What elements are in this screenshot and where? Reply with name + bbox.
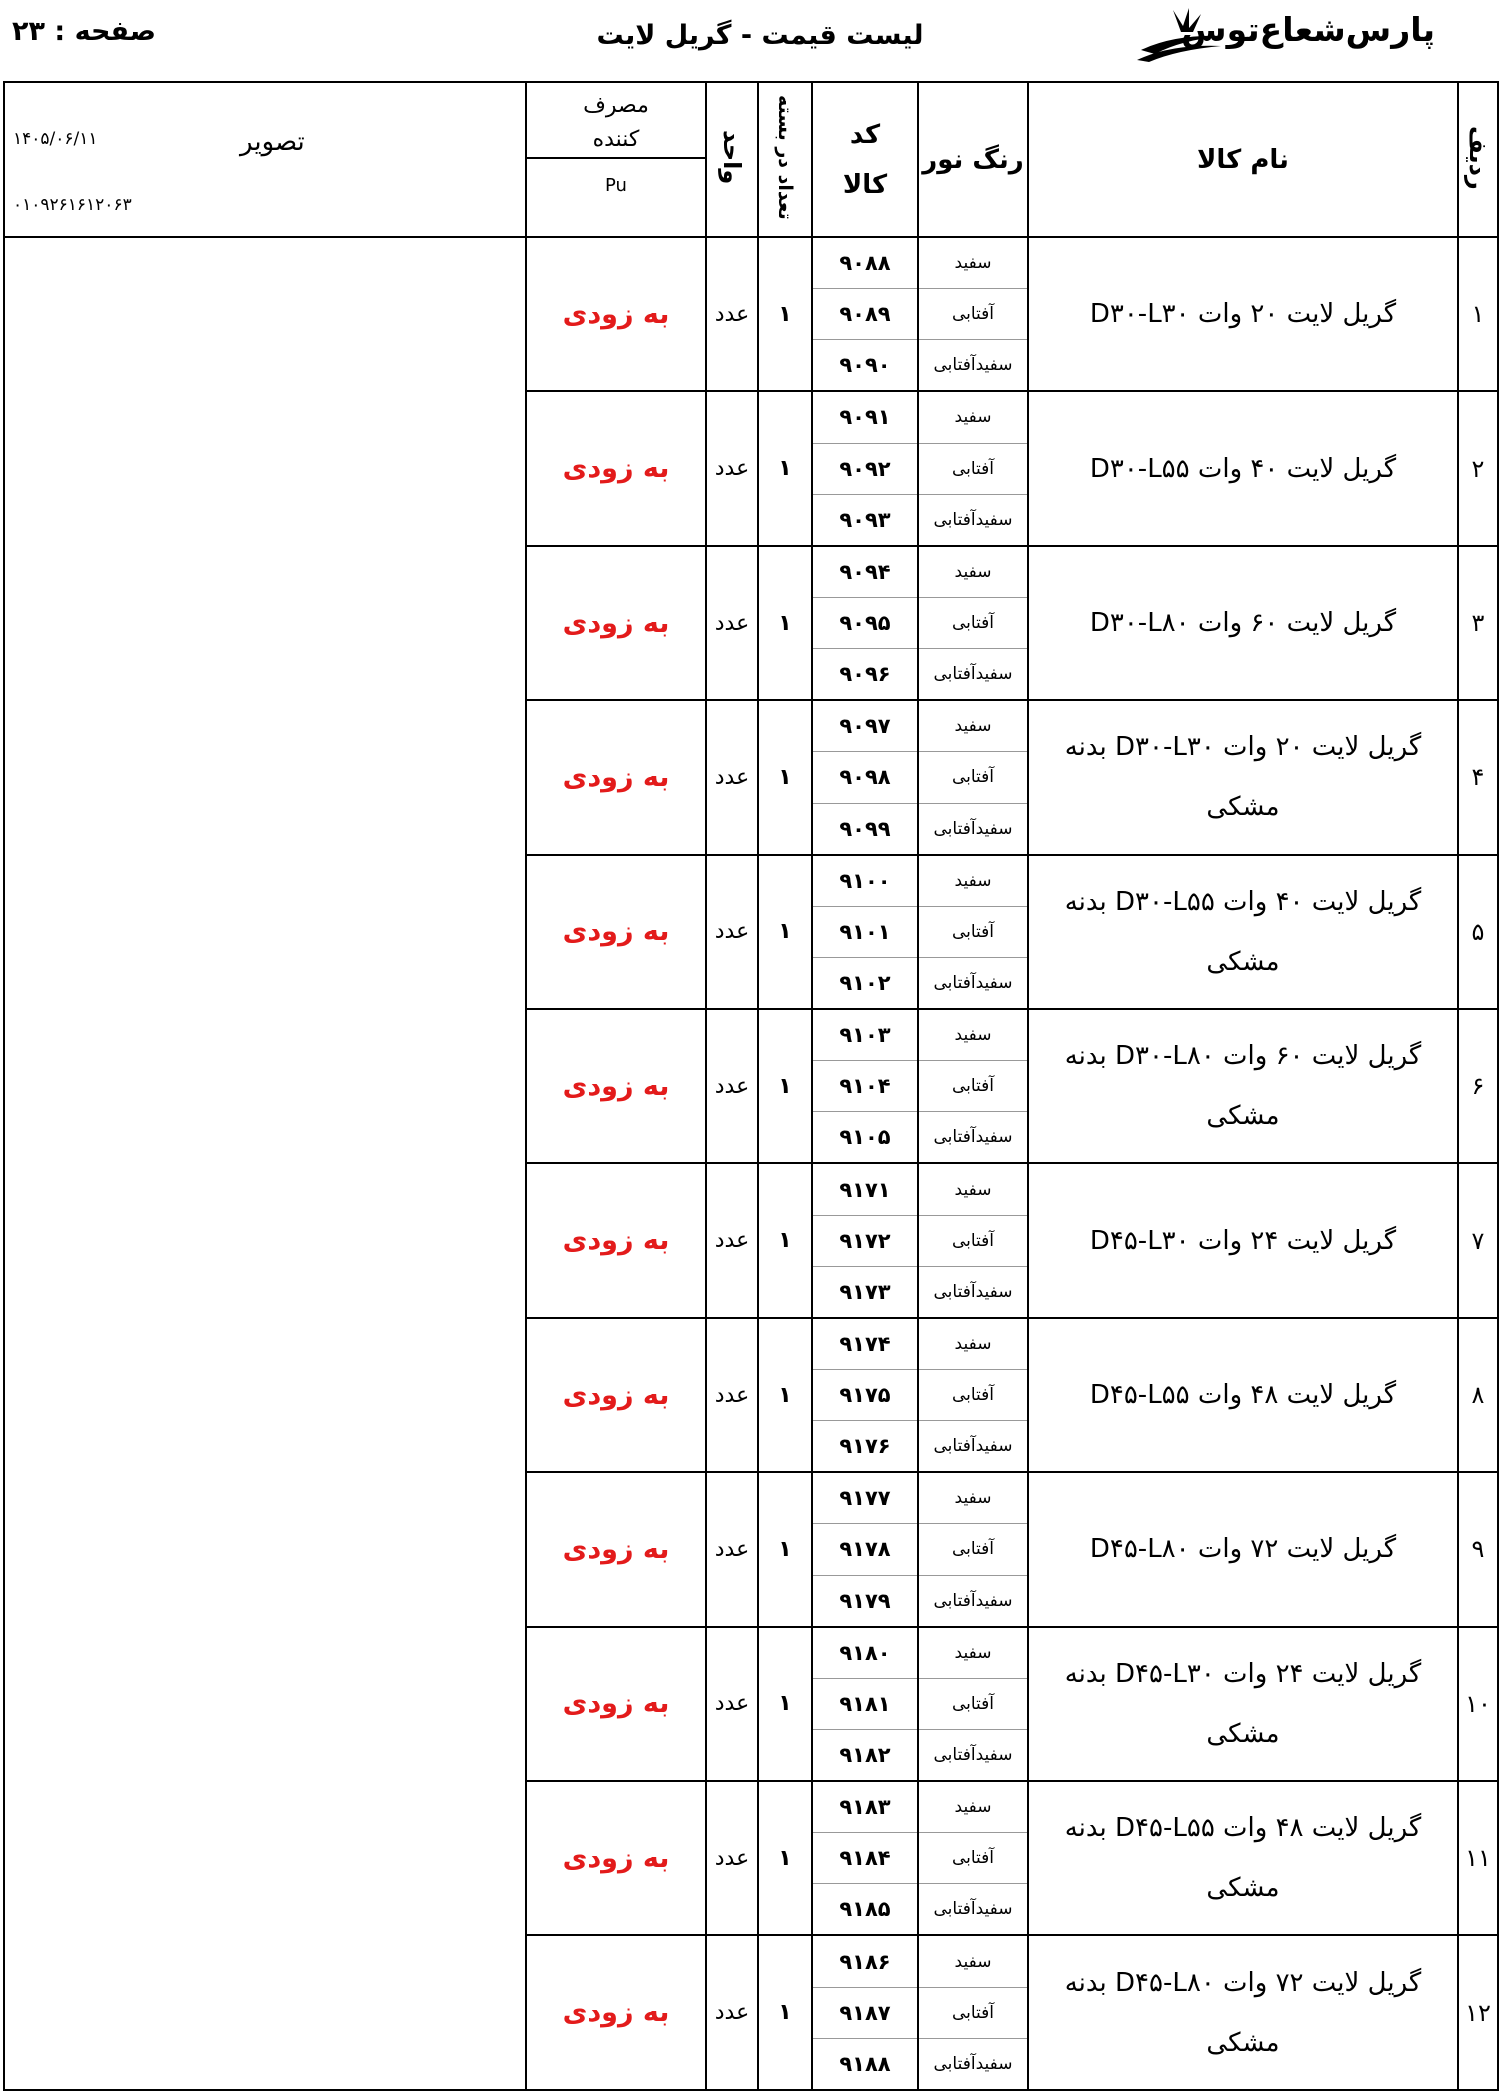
light-color: سفیدآفتابی: [919, 1575, 1027, 1626]
light-color: آفتابی: [919, 906, 1027, 957]
light-color: سفید: [954, 1951, 992, 1972]
light-color: سفید: [954, 1642, 992, 1663]
product-code: ۹۰۸۸: [839, 251, 891, 276]
unit: عدد: [706, 700, 758, 854]
table-row: [4, 855, 1498, 1009]
product-code: ۹۱۷۴: [839, 1331, 891, 1356]
light-color: سفیدآفتابی: [919, 803, 1027, 854]
code-cell: [812, 391, 918, 545]
light-color: سفید: [954, 407, 992, 428]
consumer-price: به زودی: [526, 391, 706, 545]
product-name: گریل لایت ۴۰ وات D۳۰-L۵۵: [1028, 391, 1458, 545]
code-cell: [812, 1472, 918, 1626]
contact-phone: ۰۱۰۹۲۶۱۶۱۲۰۶۳: [13, 195, 132, 215]
product-code: ۹۰۹۰: [813, 339, 917, 390]
consumer-price: به زودی: [526, 1009, 706, 1163]
company-logo: [1135, 2, 1435, 62]
col-consumer-header: مصرف کننده Pu: [526, 82, 706, 237]
consumer-price: به زودی: [526, 237, 706, 391]
consumer-price: به زودی: [526, 1781, 706, 1935]
table-row: [4, 546, 1498, 700]
col-pack-header: تعداد در بسته: [758, 82, 812, 237]
unit: عدد: [706, 855, 758, 1009]
pack-qty: ۱: [758, 546, 812, 700]
color-cell: [918, 237, 1028, 391]
col-row-header: ردیف: [1458, 82, 1498, 237]
light-color: آفتابی: [919, 1523, 1027, 1574]
table-row: [4, 1627, 1498, 1781]
color-cell: [918, 1009, 1028, 1163]
color-cell: [918, 1472, 1028, 1626]
row-number: ۷: [1458, 1163, 1498, 1317]
light-color: آفتابی: [919, 1987, 1027, 2038]
product-code: ۹۱۷۱: [839, 1177, 891, 1202]
light-color: سفید: [954, 870, 992, 891]
consumer-price: به زودی: [526, 1472, 706, 1626]
consumer-price: به زودی: [526, 1627, 706, 1781]
pack-qty: ۱: [758, 1163, 812, 1317]
table-row: [4, 1781, 1498, 1935]
color-cell: [918, 855, 1028, 1009]
image-cell: [4, 855, 526, 1009]
table-row: [4, 700, 1498, 854]
image-cell: [4, 1627, 526, 1781]
product-code: ۹۱۸۲: [813, 1729, 917, 1780]
product-code: ۹۱۰۰: [839, 868, 891, 893]
color-cell: [918, 1627, 1028, 1781]
light-color: سفیدآفتابی: [919, 339, 1027, 390]
image-cell: [4, 391, 526, 545]
product-code: ۹۰۹۳: [813, 494, 917, 545]
product-code: ۹۱۸۳: [839, 1795, 891, 1820]
product-code: ۹۱۸۷: [813, 1987, 917, 2038]
product-code: ۹۰۸۹: [813, 288, 917, 339]
product-name: گریل لایت ۲۴ وات D۴۵-L۳۰ بدنه مشکی: [1028, 1627, 1458, 1781]
code-cell: [812, 1163, 918, 1317]
light-color: آفتابی: [919, 1832, 1027, 1883]
row-number: ۸: [1458, 1318, 1498, 1472]
color-cell: [918, 546, 1028, 700]
product-name: گریل لایت ۴۸ وات D۴۵-L۵۵: [1028, 1318, 1458, 1472]
col-image-header: [4, 82, 526, 237]
pack-qty: ۱: [758, 700, 812, 854]
row-number: ۹: [1458, 1472, 1498, 1626]
code-cell: [812, 1318, 918, 1472]
price-table: [3, 81, 1499, 2091]
product-code: ۹۱۸۴: [813, 1832, 917, 1883]
product-code: ۹۱۷۶: [813, 1420, 917, 1471]
row-number: ۱: [1458, 237, 1498, 391]
light-color: آفتابی: [919, 1678, 1027, 1729]
color-cell: [918, 1935, 1028, 2090]
image-cell: [4, 1318, 526, 1472]
light-color: آفتابی: [919, 443, 1027, 494]
color-cell: [918, 700, 1028, 854]
logo-text: پارس‌شعاع‌توس: [1181, 10, 1435, 49]
consumer-price: به زودی: [526, 700, 706, 854]
col-name-header: نام کالا: [1028, 82, 1458, 237]
image-cell: [4, 700, 526, 854]
image-header-label: تصویر: [240, 127, 305, 157]
consumer-price: به زودی: [526, 855, 706, 1009]
image-cell: [4, 546, 526, 700]
product-code: ۹۰۹۲: [813, 443, 917, 494]
product-code: ۹۱۸۶: [839, 1949, 891, 1974]
light-color: سفیدآفتابی: [919, 1111, 1027, 1162]
image-cell: [4, 237, 526, 391]
unit: عدد: [706, 1935, 758, 2090]
image-cell: [4, 1009, 526, 1163]
code-cell: [812, 1009, 918, 1163]
code-cell: [812, 237, 918, 391]
page-header: [0, 0, 1500, 80]
light-color: آفتابی: [919, 288, 1027, 339]
light-color: سفید: [954, 1179, 992, 1200]
product-code: ۹۰۹۹: [813, 803, 917, 854]
light-color: آفتابی: [919, 597, 1027, 648]
product-code: ۹۰۹۵: [813, 597, 917, 648]
row-number: ۱۲: [1458, 1935, 1498, 2090]
light-color: سفید: [954, 1333, 992, 1354]
product-code: ۹۱۰۴: [813, 1060, 917, 1111]
product-code: ۹۱۷۵: [813, 1369, 917, 1420]
light-color: سفید: [954, 1025, 992, 1046]
code-cell: [812, 1781, 918, 1935]
product-name: گریل لایت ۴۸ وات D۴۵-L۵۵ بدنه مشکی: [1028, 1781, 1458, 1935]
table-row: [4, 391, 1498, 545]
product-code: ۹۰۹۶: [813, 648, 917, 699]
light-color: سفیدآفتابی: [919, 2038, 1027, 2089]
table-header-row: [4, 82, 1498, 237]
product-code: ۹۰۹۸: [813, 751, 917, 802]
product-code: ۹۱۷۳: [813, 1266, 917, 1317]
light-color: سفیدآفتابی: [919, 648, 1027, 699]
col-color-header: رنگ نور: [918, 82, 1028, 237]
color-cell: [918, 1318, 1028, 1472]
product-name: گریل لایت ۲۰ وات D۳۰-L۳۰: [1028, 237, 1458, 391]
light-color: آفتابی: [919, 1215, 1027, 1266]
product-code: ۹۱۰۲: [813, 957, 917, 1008]
light-color: سفیدآفتابی: [919, 1729, 1027, 1780]
code-cell: [812, 546, 918, 700]
document-title: لیست قیمت - گریل لایت: [596, 20, 924, 51]
product-code: ۹۱۰۳: [839, 1023, 891, 1048]
light-color: سفیدآفتابی: [919, 1266, 1027, 1317]
table-row: [4, 1009, 1498, 1163]
product-code: ۹۱۷۲: [813, 1215, 917, 1266]
unit: عدد: [706, 1781, 758, 1935]
product-code: ۹۰۹۱: [839, 405, 891, 430]
product-code: ۹۱۰۵: [813, 1111, 917, 1162]
color-cell: [918, 1781, 1028, 1935]
product-code: ۹۱۷۹: [813, 1575, 917, 1626]
page-number: صفحه : ۲۳: [12, 16, 156, 47]
light-color: سفید: [954, 561, 992, 582]
light-color: سفیدآفتابی: [919, 957, 1027, 1008]
pack-qty: ۱: [758, 1318, 812, 1472]
consumer-price: به زودی: [526, 1935, 706, 2090]
color-cell: [918, 391, 1028, 545]
unit: عدد: [706, 1009, 758, 1163]
light-color: سفید: [954, 1797, 992, 1818]
unit: عدد: [706, 1627, 758, 1781]
pack-qty: ۱: [758, 391, 812, 545]
light-color: سفیدآفتابی: [919, 1420, 1027, 1471]
image-cell: [4, 1935, 526, 2090]
product-name: گریل لایت ۴۰ وات D۳۰-L۵۵ بدنه مشکی: [1028, 855, 1458, 1009]
pack-qty: ۱: [758, 1781, 812, 1935]
light-color: سفید: [954, 253, 992, 274]
code-cell: [812, 700, 918, 854]
consumer-price: به زودی: [526, 1163, 706, 1317]
table-row: [4, 1163, 1498, 1317]
code-cell: [812, 855, 918, 1009]
product-name: گریل لایت ۷۲ وات D۴۵-L۸۰ بدنه مشکی: [1028, 1935, 1458, 2090]
light-color: آفتابی: [919, 1060, 1027, 1111]
product-code: ۹۱۰۱: [813, 906, 917, 957]
image-cell: [4, 1472, 526, 1626]
product-code: ۹۱۸۵: [813, 1883, 917, 1934]
image-cell: [4, 1781, 526, 1935]
unit: عدد: [706, 237, 758, 391]
pack-qty: ۱: [758, 1935, 812, 2090]
unit: عدد: [706, 1318, 758, 1472]
light-color: سفیدآفتابی: [919, 1883, 1027, 1934]
pack-qty: ۱: [758, 1472, 812, 1626]
product-code: ۹۱۸۰: [839, 1640, 891, 1665]
table-row: [4, 1318, 1498, 1472]
product-name: گریل لایت ۷۲ وات D۴۵-L۸۰: [1028, 1472, 1458, 1626]
table-row: [4, 1935, 1498, 2090]
consumer-price: به زودی: [526, 1318, 706, 1472]
col-code-header: کد کالا: [812, 82, 918, 237]
pack-qty: ۱: [758, 1009, 812, 1163]
unit: عدد: [706, 546, 758, 700]
row-number: ۱۰: [1458, 1627, 1498, 1781]
code-cell: [812, 1935, 918, 2090]
col-unit-header: واحد: [706, 82, 758, 237]
unit: عدد: [706, 1163, 758, 1317]
row-number: ۱۱: [1458, 1781, 1498, 1935]
pack-qty: ۱: [758, 1627, 812, 1781]
table-row: [4, 237, 1498, 391]
light-color: سفید: [954, 716, 992, 737]
light-color: آفتابی: [919, 1369, 1027, 1420]
product-code: ۹۱۷۸: [813, 1523, 917, 1574]
image-cell: [4, 1163, 526, 1317]
product-code: ۹۰۹۴: [839, 559, 891, 584]
row-number: ۲: [1458, 391, 1498, 545]
product-code: ۹۱۸۱: [813, 1678, 917, 1729]
light-color: آفتابی: [919, 751, 1027, 802]
row-number: ۶: [1458, 1009, 1498, 1163]
product-name: گریل لایت ۲۰ وات D۳۰-L۳۰ بدنه مشکی: [1028, 700, 1458, 854]
consumer-price: به زودی: [526, 546, 706, 700]
product-name: گریل لایت ۲۴ وات D۴۵-L۳۰: [1028, 1163, 1458, 1317]
product-name: گریل لایت ۶۰ وات D۳۰-L۸۰: [1028, 546, 1458, 700]
row-number: ۵: [1458, 855, 1498, 1009]
unit: عدد: [706, 1472, 758, 1626]
product-code: ۹۰۹۷: [839, 714, 891, 739]
row-number: ۴: [1458, 700, 1498, 854]
unit: عدد: [706, 391, 758, 545]
product-code: ۹۱۸۸: [813, 2038, 917, 2089]
code-cell: [812, 1627, 918, 1781]
table-row: [4, 1472, 1498, 1626]
pack-qty: ۱: [758, 855, 812, 1009]
product-name: گریل لایت ۶۰ وات D۳۰-L۸۰ بدنه مشکی: [1028, 1009, 1458, 1163]
light-color: سفیدآفتابی: [919, 494, 1027, 545]
row-number: ۳: [1458, 546, 1498, 700]
price-date: ۱۴۰۵/۰۶/۱۱: [13, 129, 98, 149]
color-cell: [918, 1163, 1028, 1317]
pack-qty: ۱: [758, 237, 812, 391]
product-code: ۹۱۷۷: [839, 1486, 891, 1511]
light-color: سفید: [954, 1488, 992, 1509]
